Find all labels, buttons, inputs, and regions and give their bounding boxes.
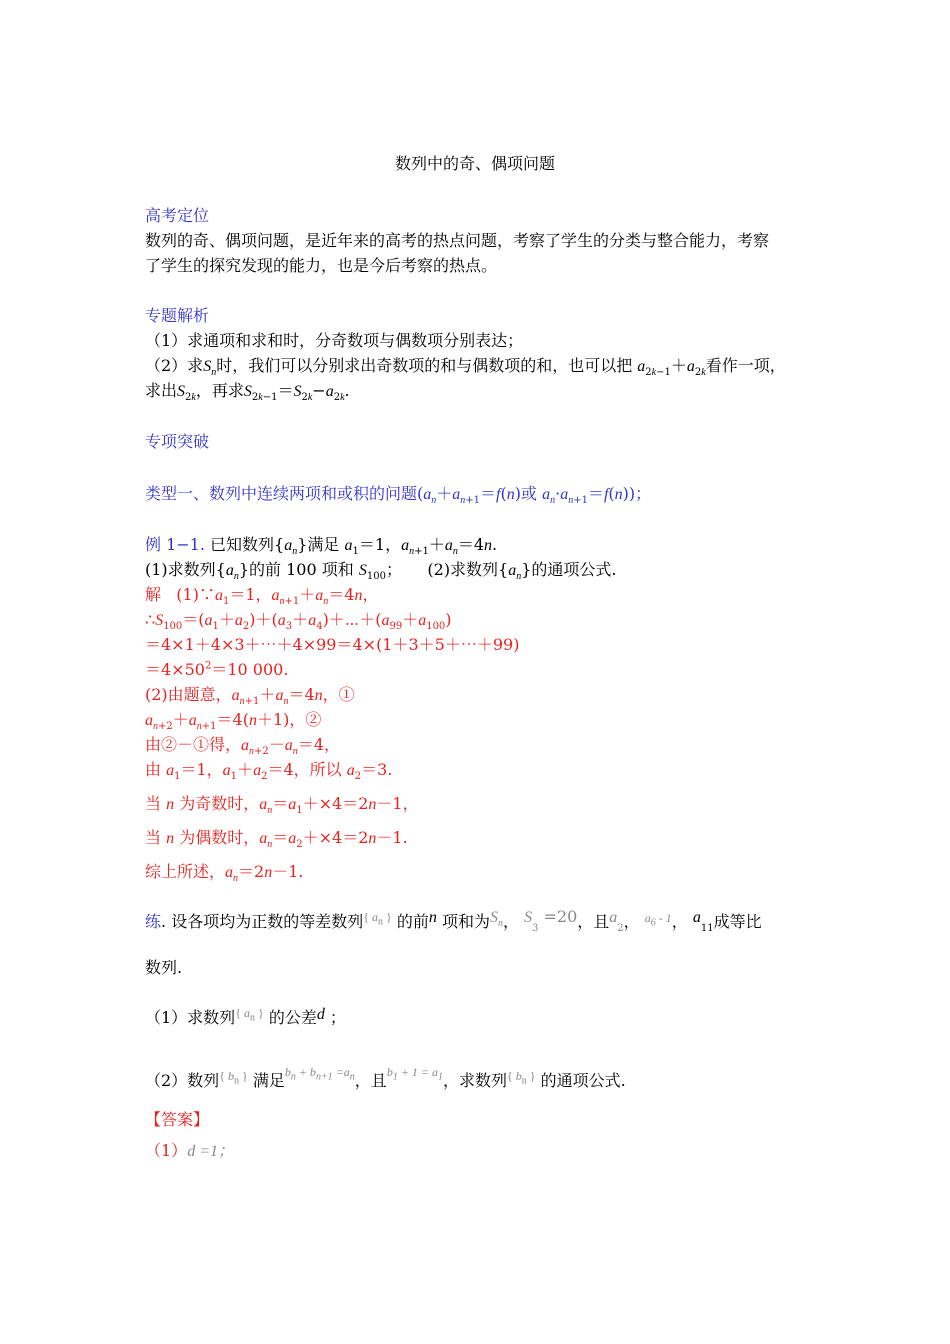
section-heading-analysis: 专题解析 <box>145 306 210 325</box>
example-questions: (1)求数列$\{a_n\}$的前 100 项和 $S_{100}$； (2)求数列$\{a_n\}$的通项公式. <box>145 560 617 583</box>
solution-line: 由②－①得，$a_{n+2}-a_n=4$， <box>145 735 340 758</box>
answer-heading: 【答案】 <box>145 1110 210 1129</box>
solution-line: (2)由题意，$a_{n+1}+a_n=4n$，① <box>145 685 355 708</box>
practice-statement-cont: 数列. <box>145 958 183 977</box>
solution-line: $=4\times 50^2=10$ 000. <box>145 660 289 679</box>
section-heading-breakthrough: 专项突破 <box>145 432 210 451</box>
analysis-item-2: （2）求$S_n$时，我们可以分别求出奇数项的和与偶数项的和，也可以把 $a_{2k-1}+a_{2k}$看作一项， <box>145 356 786 379</box>
practice-question-2: （2）数列$^{\{ b_n \}}$ 满足$^{b_n + b_{n+1} =a_n}$，且$^{b_1 + 1 = a_1}$，求数列$^{\{ b_n \}}$ 的通项公式. <box>145 1065 626 1090</box>
solution-line: 当 n 为偶数时，$a_n=a_2+\times 4=2n-1$. <box>145 828 408 851</box>
solution-line: 解 $(1)\because a_1=1$，$a_{n+1}+a_n=4n$， <box>145 585 379 608</box>
analysis-item-1: （1）求通项和求和时，分奇数项与偶数项分别表达； <box>145 331 524 350</box>
paragraph: 了学生的探究发现的能力，也是今后考察的热点。 <box>145 256 498 275</box>
practice-question-1: （1）求数列$^{\{ a_n \}}$ 的公差d ； <box>145 1006 346 1027</box>
practice-statement: 练. 设各项均为正数的等差数列$^{\{ a_n \}}$ 的前n 项和为$S_n$， $S_3 =20$，且$a_2$， $^{a_6 - 1}$， $a_{11}$成等比 <box>145 907 762 935</box>
example-statement: 例 1−1. 已知数列$\{a_n\}$满足 $a_1=1$，$a_{n+1}+a_n=4n$. <box>145 535 498 558</box>
solution-line: $a_{n+2}+a_{n+1}=4(n+1)$，② <box>145 710 322 733</box>
solution-line: $\therefore S_{100}=(a_1+a_2)+(a_3+a_4)+\cdots+(a_{99}+a_{100})$ <box>145 610 452 633</box>
solution-line: 由 $a_1=1$，$a_1+a_2=4$，所以 $a_2=3$. <box>145 760 393 783</box>
solution-line: 当 n 为奇数时，$a_n=a_1+\times 4=2n-1$， <box>145 794 419 817</box>
analysis-item-3: 求出$S_{2k}$，再求$S_{2k-1}=S_{2k}-a_{2k}$. <box>145 381 350 404</box>
answer-1: （1）d =1； <box>145 1141 234 1160</box>
paragraph: 数列的奇、偶项问题，是近年来的高考的热点问题，考察了学生的分类与整合能力，考察 <box>145 231 770 250</box>
section-heading-exam-position: 高考定位 <box>145 206 210 225</box>
page-title: 数列中的奇、偶项问题 <box>394 154 555 173</box>
solution-line: 综上所述，$a_n=2n-1$. <box>145 862 304 885</box>
type-heading: 类型一、数列中连续两项和或积的问题($a_n+a_{n+1}=f(n)$或 $a_n\cdot a_{n+1}=f(n)$)； <box>145 484 652 507</box>
solution-line: ＝4×1＋4×3＋⋯＋4×99＝4×(1＋3＋5＋⋯＋99) <box>145 635 520 654</box>
